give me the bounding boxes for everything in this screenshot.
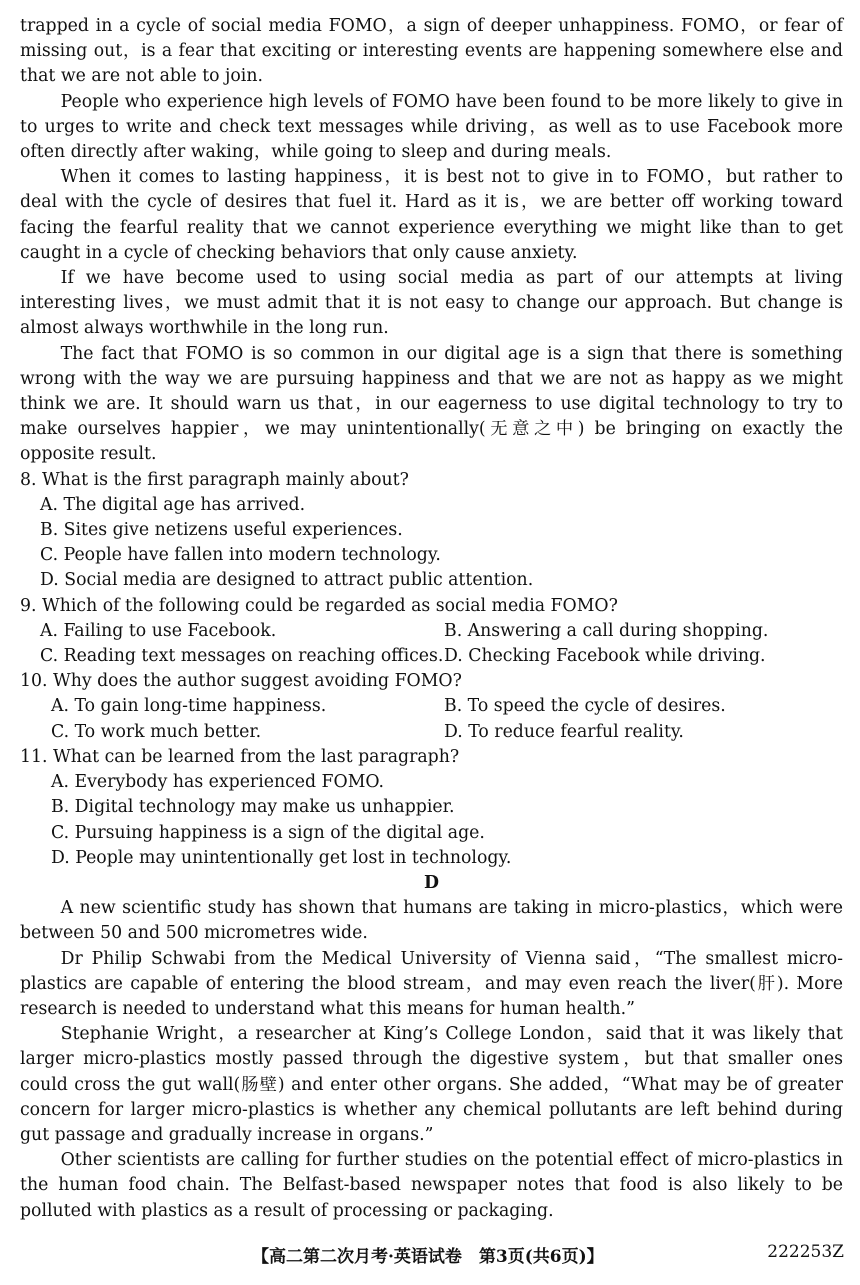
option-b: B. Sites give netizens useful experiences. — [40, 520, 403, 541]
option-d: D. Social media are designed to attract public attention. — [40, 570, 534, 591]
passage-c-paragraph-4: If we have become used to using social media as part of our attempts at living interesting lives，we must admit that it is not easy to change our approach. But change is almost always worthwhile in the long run. — [20, 268, 843, 339]
option-a: A. Failing to use Facebook. — [40, 620, 277, 641]
passage-d-paragraph-4: Other scientists are calling for further studies on the potential effect of micro-plastics in the human food chain. The Belfast-based newspaper notes that food is also likely to be polluted with plastics as a result of processing or packaging. — [20, 1150, 843, 1221]
option-row — [20, 720, 843, 745]
passage-d-paragraph-3: Stephanie Wright，a researcher at King’s College London，said that it was likely that larger micro-plastics mostly passed through the digestive system，but that smaller ones could cross the gut wall(肠壁) and enter other organs. She added，“What may be of greater concern for larger micro-plastics is whether any chemical pollutants are left behind during gut passage and gradually increase in organs.” — [20, 1024, 843, 1145]
passage-c-paragraph-2: People who experience high levels of FOMO have been found to be more likely to give in to urges to write and check text messages while driving，as well as to use Facebook more often directly after waking，while going to sleep and during meals. — [20, 91, 843, 163]
passage-c-paragraph-5: The fact that FOMO is so common in our digital age is a sign that there is something wrong with the way we are pursuing happiness and that we are not as happy as we might think we are. It should warn us that，in our eagerness to use digital technology to try to make ourselves happier，we may unintentionally(无意之中) be bringing on exactly the opposite result. — [20, 343, 843, 465]
option-row — [20, 694, 843, 719]
option-a: A. Everybody has experienced FOMO. — [51, 772, 385, 793]
page-footer — [0, 1242, 860, 1270]
section-heading: D — [424, 872, 439, 893]
option-a: A. To gain long-time happiness. — [51, 696, 327, 717]
option-row — [20, 644, 843, 669]
question-stem: 11. What can be learned from the last paragraph? — [20, 746, 460, 767]
option-c: C. To work much better. — [51, 721, 262, 742]
option-c: C. Pursuing happiness is a sign of the digital age. — [51, 822, 485, 843]
footer-title: 【高二第二次月考·英语试卷 第3页(共6页)】 — [252, 1247, 604, 1267]
question-stem: 9. Which of the following could be regarded as social media FOMO? — [20, 595, 618, 616]
option-c: C. Reading text messages on reaching offices. — [40, 646, 444, 667]
question-9 — [20, 594, 843, 670]
question-stem: 10. Why does the author suggest avoiding FOMO? — [20, 671, 462, 692]
passage-c-paragraph-3: When it comes to lasting happiness，it is best not to give in to FOMO，but rather to deal with the cycle of desires that fuel it. Hard as it is，we are better off working toward facing the fearful reality that we cannot experience everything we might like than to get caught in a cycle of checking behaviors that only cause anxiety. — [20, 167, 843, 263]
passage-d-paragraph-2: Dr Philip Schwabi from the Medical University of Vienna said，“The smallest micro-plastics are capable of entering the blood stream，and may even reach the liver(肝). More research is needed to understand what this means for human health.” — [20, 948, 843, 1019]
footer-code: 222253Z — [767, 1242, 844, 1262]
option-d: D. To reduce fearful reality. — [444, 721, 684, 742]
option-b: B. Digital technology may make us unhappier. — [51, 797, 455, 818]
option-d: D. People may unintentionally get lost in technology. — [51, 847, 512, 868]
passage-d-paragraph-1: A new scientific study has shown that humans are taking in micro-plastics，which were between 50 and 500 micrometres wide. — [20, 898, 843, 944]
passage-c-paragraph-1: trapped in a cycle of social media FOMO，a sign of deeper unhappiness. FOMO，or fear of missing out，is a fear that exciting or interesting events are happening somewhere else and that we are not able to join. — [20, 16, 843, 87]
question-stem: 8. What is the first paragraph mainly about? — [20, 469, 409, 490]
option-d: D. Checking Facebook while driving. — [444, 646, 766, 667]
option-row — [20, 619, 843, 644]
option-a: A. The digital age has arrived. — [40, 494, 306, 515]
question-8 — [20, 468, 843, 594]
option-b: B. Answering a call during shopping. — [444, 620, 769, 641]
option-c: C. People have fallen into modern technology. — [40, 545, 441, 566]
question-10 — [20, 669, 843, 745]
question-11 — [20, 745, 843, 871]
option-b: B. To speed the cycle of desires. — [444, 696, 726, 717]
exam-page — [20, 14, 843, 1224]
